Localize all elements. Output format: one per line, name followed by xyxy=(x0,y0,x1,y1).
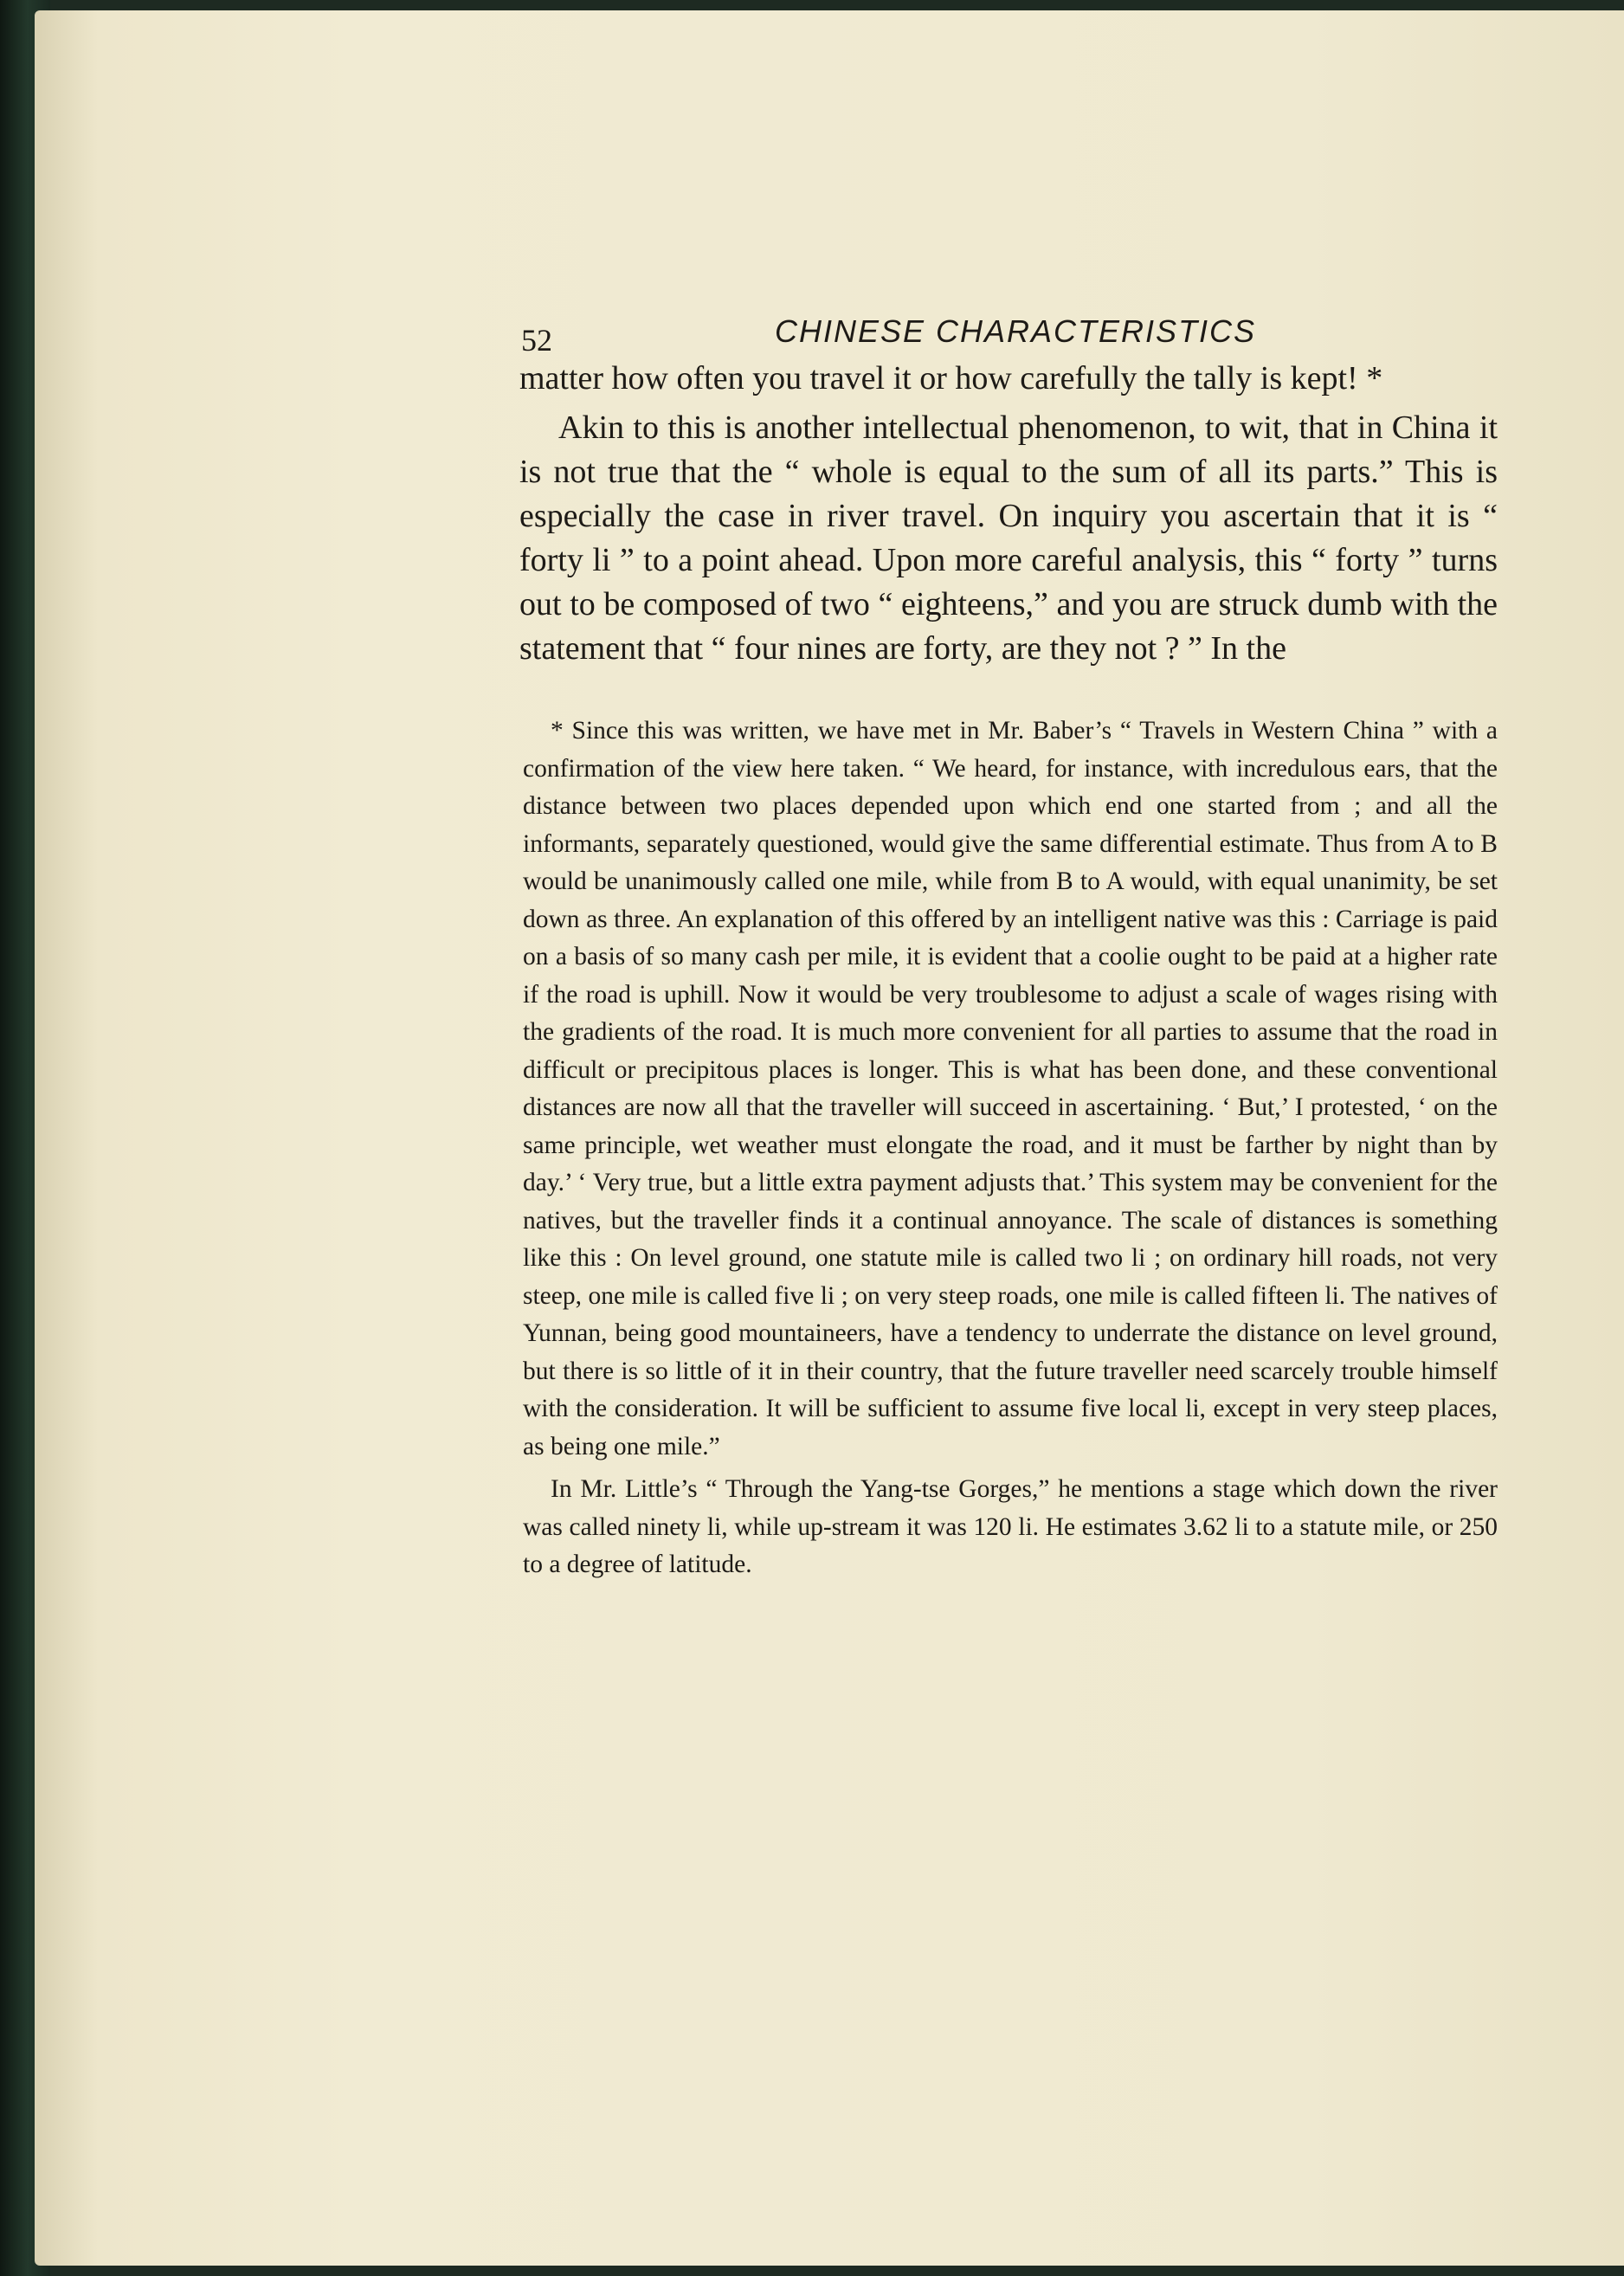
footnote: * Since this was written, we have met in Mr. Baber’s “ Travels in Western China ” with a confirmation of the view here taken. “ We heard, for instance, with incredulous ears, that the distance between two places depended upon which end one started from ; and all the informants, separately questioned, would give the same differential estimate. Thus from A to B would be unanimously called one mile, while from B to A would, with equal unanimity, be set down as three. An explanation of this offered by an intelligent native was this : Carriage is paid on a basis of so many cash per mile, it is evident that a coolie ought to be paid at a higher rate if the road is uphill. Now it would be very troublesome to adjust a scale of wages rising with the gradients of the road. It is much more convenient for all parties to assume that the road in difficult or precipitous places is longer. This is what has been done, and these conventional distances are now all that the traveller will succeed in ascertaining. ‘ But,’ I protested, ‘ on the same principle, wet weather must elongate the road, and it must be farther by night than by day.’ ‘ Very true, but a little extra payment adjusts that.’ This system may be convenient for the natives, but the traveller finds it a continual annoyance. The scale of distances is something like this : On level ground, one statute mile is called two li ; on ordinary hill roads, not very steep, one mile is called five li ; on very steep roads, one mile is called fifteen li. The natives of Yunnan, being good mountaineers, have a tendency to underrate the distance on level ground, but there is so little of it in their country, that the future traveller need scarcely trouble himself with the consideration. It will be sufficient to assume five local li, except in very steep places, as being one mile.” xyxy=(523,717,1498,1460)
running-head xyxy=(493,296,1498,357)
page-content xyxy=(493,296,1498,1584)
body-paragraph: Akin to this is another intellectual phenomenon, to wit, that in China it is not true that the “ whole is equal to the sum of all its parts.” This is especially the case in river travel. On inquiry you ascertain that it is “ forty li ” to a point ahead. Upon more careful analysis, this “ forty ” turns out to be composed of two “ eighteens,” and you are struck dumb with the statement that “ four nines are forty, are they not ? ” In the xyxy=(519,409,1498,667)
footnotes-section xyxy=(493,712,1498,1584)
running-head-title: CHINESE CHARACTERISTICS xyxy=(775,313,1257,349)
book-page xyxy=(35,10,1624,2266)
page-number: 52 xyxy=(521,323,552,358)
body-paragraph: matter how often you travel it or how carefully the tally is kept! * xyxy=(519,360,1383,397)
footnote: In Mr. Little’s “ Through the Yang-tse Gorges,” he mentions a stage which down the river was called ninety li, while up-stream it was 120 li. He estimates 3.62 li to a statute mile, or 250 to a degree of latitude. xyxy=(523,1475,1498,1578)
